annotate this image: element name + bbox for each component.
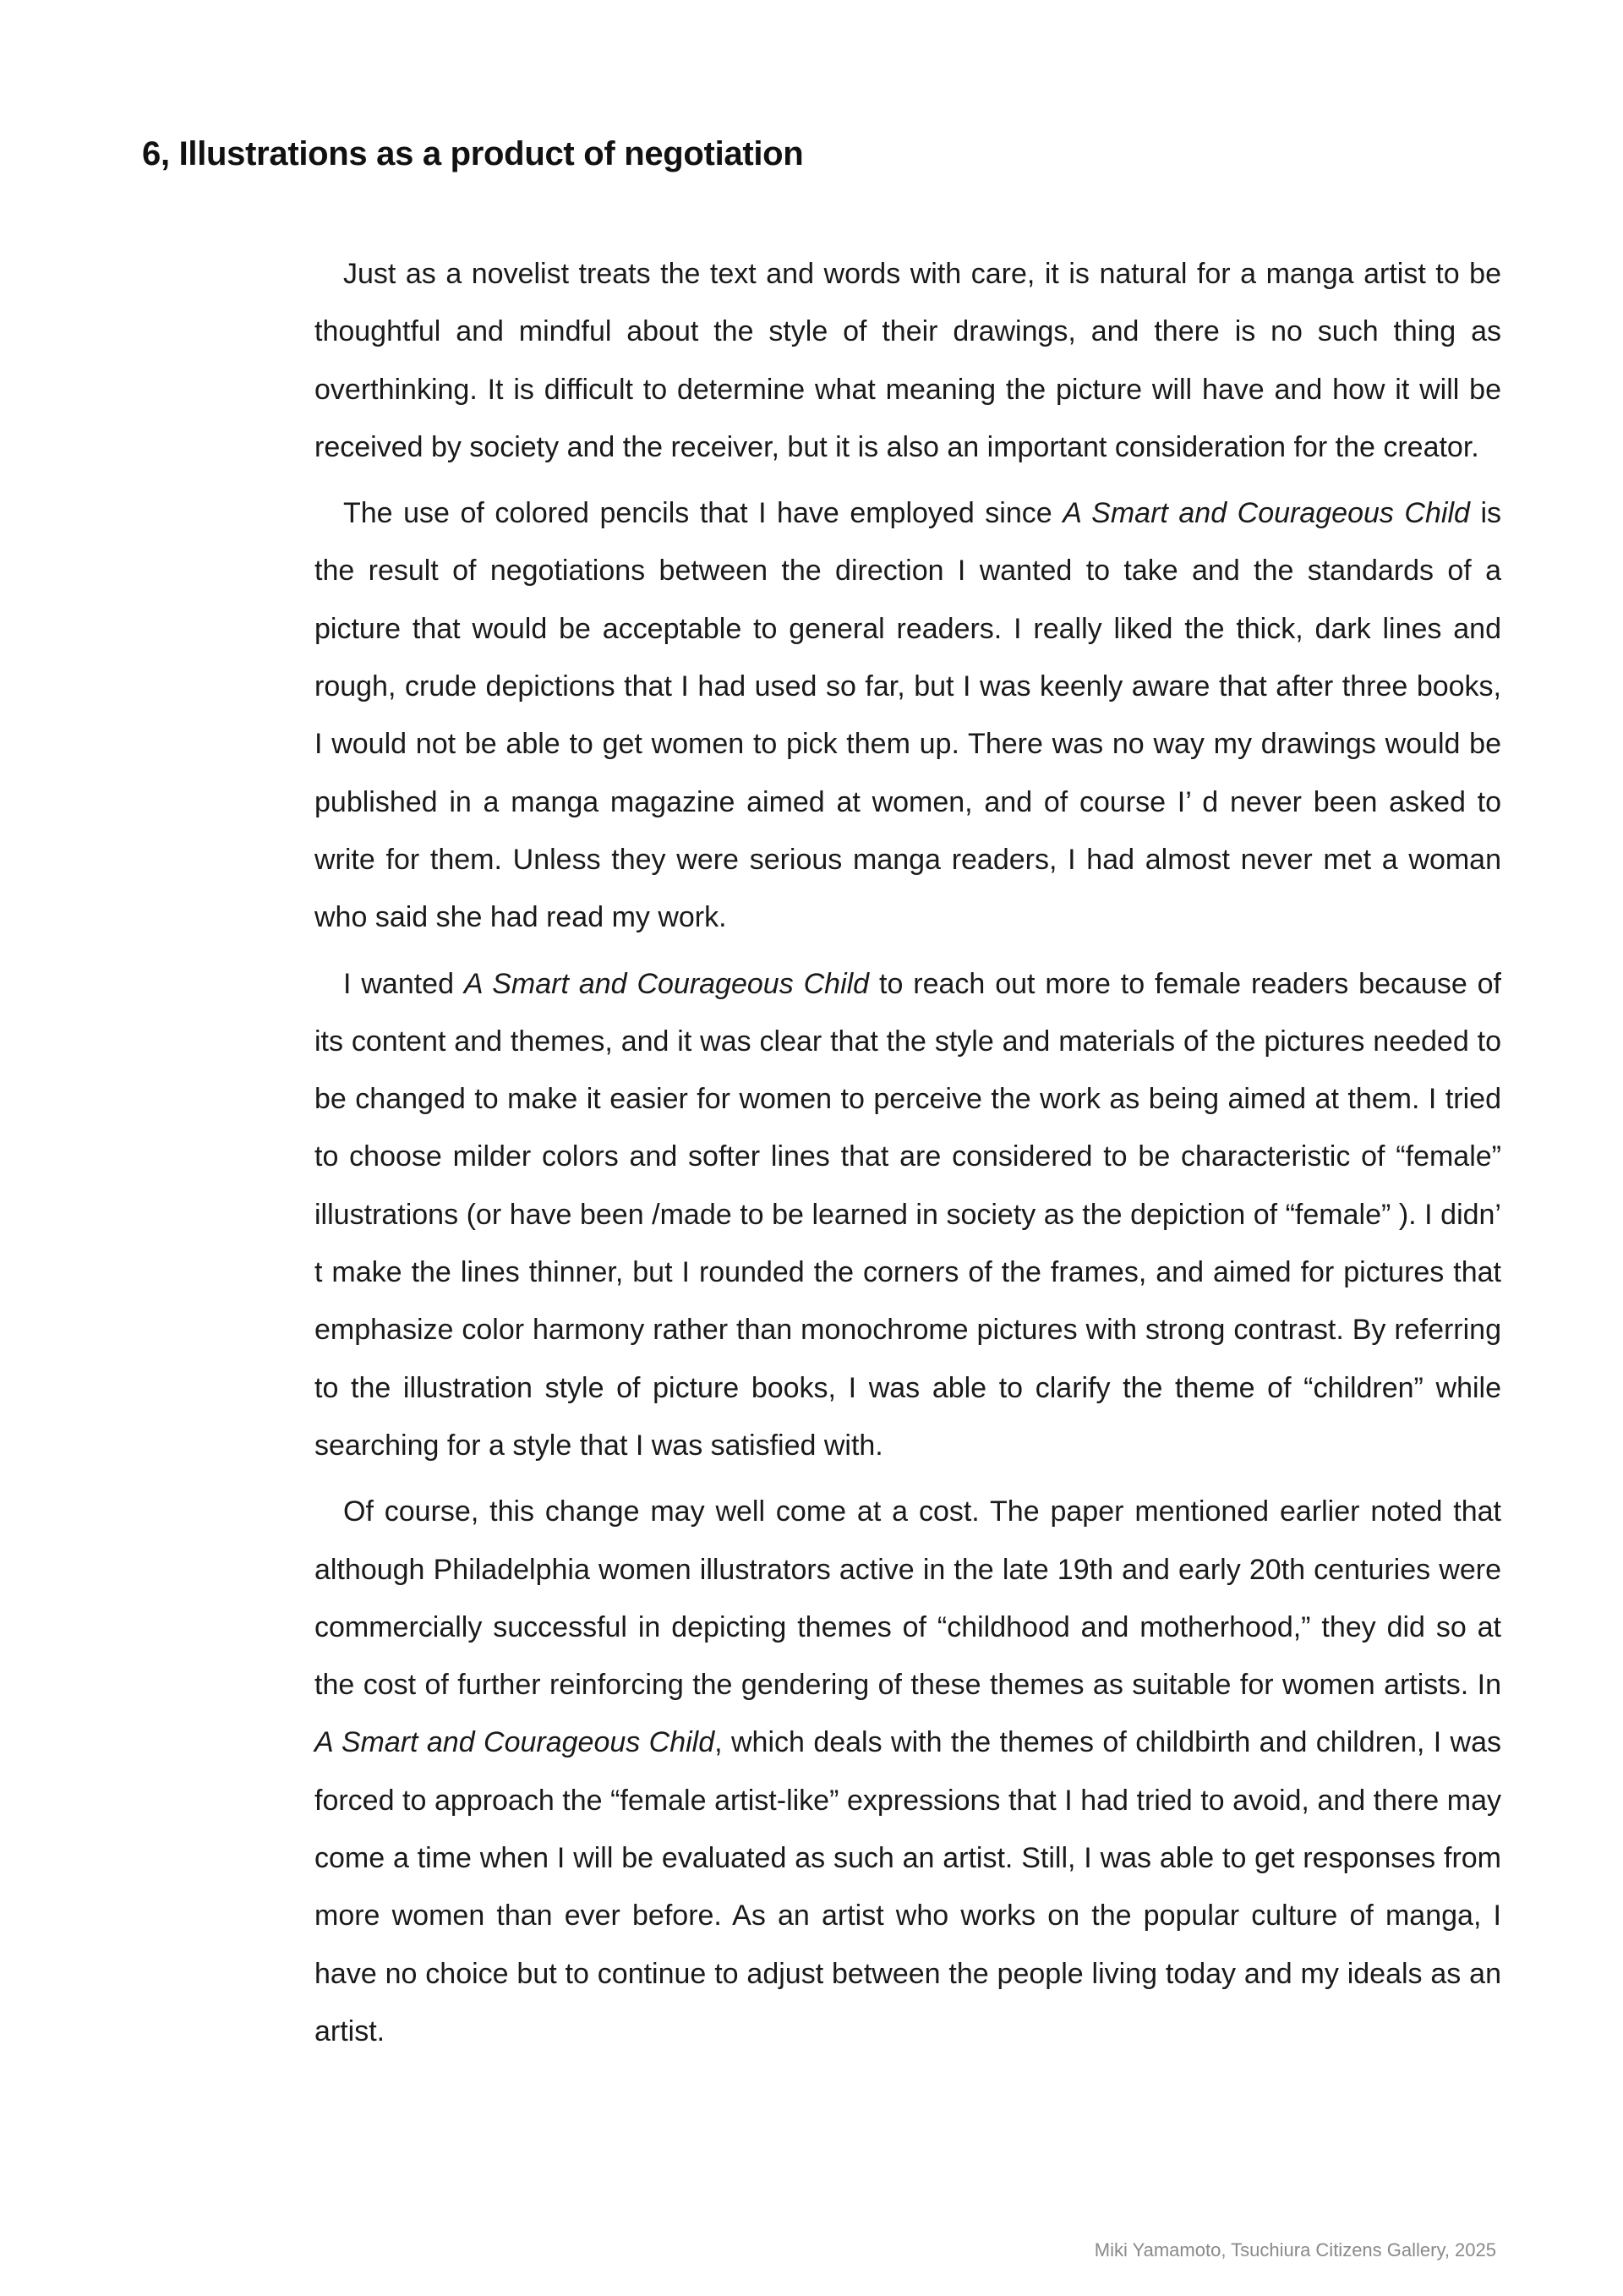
- paragraph-4-lead: Of course, this change may well come at a cost. The paper mentioned earlier noted that although Philadelphia women illustrators active in the late 19th and early 20th centuries were commercially successful in depicting themes of “childhood and motherhood,” they did so at the cost of further reinforcing the gendering of these themes as suitable for women artists. In: [314, 1495, 1501, 1702]
- paragraph-4: [314, 1483, 1501, 2060]
- body-text: [314, 245, 1501, 2069]
- footer-credit: Miki Yamamoto, Tsuchiura Citizens Gallery, 2025: [1094, 2239, 1496, 2260]
- paragraph-2-rest: is the result of negotiations between the direction I wanted to take and the standards of a picture that would be acceptable to general readers. I really liked the thick, dark lines and rough, crude depictions that I had used so far, but I was keenly aware that after three books, I would not be able to get women to pick them up. There was no way my drawings would be published in a manga magazine aimed at women, and of course I’ d never been asked to write for them. Unless they were serious manga readers, I had almost never met a woman who said she had read my work.: [314, 497, 1502, 934]
- paragraph-2: [314, 484, 1501, 946]
- book-title-italic: A Smart and Courageous Child: [1063, 497, 1470, 530]
- paragraph-2-lead: The use of colored pencils that I have employed since: [343, 497, 1063, 530]
- book-title-italic: A Smart and Courageous Child: [463, 967, 870, 1000]
- book-title-italic: A Smart and Courageous Child: [314, 1726, 715, 1759]
- section-heading: 6, Illustrations as a product of negotiation: [142, 135, 804, 172]
- paragraph-3-lead: I wanted: [343, 967, 464, 1000]
- paragraph-1: [314, 245, 1501, 476]
- paragraph-4-rest: , which deals with the themes of childbirth and children, I was forced to approach the “female artist-like” expressions that I had tried to avoid, and there may come a time when I will be evaluated as such an artist. Still, I was able to get responses from more women than ever before. As an artist who works on the popular culture of manga, I have no choice but to continue to adjust between the people living today and my ideals as an artist.: [314, 1726, 1502, 2047]
- paragraph-3: [314, 955, 1501, 1475]
- paragraph-1-text: Just as a novelist treats the text and words with care, it is natural for a manga artist to be thoughtful and mindful about the style of their drawings, and there is no such thing as overthinking. It is difficult to determine what meaning the picture will have and how it will be received by society and the receiver, but it is also an important consideration for the creator.: [314, 258, 1501, 463]
- paragraph-3-rest: to reach out more to female readers because of its content and themes, and it was clear that the style and materials of the pictures needed to be changed to make it easier for women to perceive the work as being aimed at them. I tried to choose milder colors and softer lines that are considered to be characteristic of “female” illustrations (or have been /made to be learned in society as the depiction of “female” ). I didn’ t make the lines thinner, but I rounded the corners of the frames, and aimed for pictures that emphasize color harmony rather than monochrome pictures with strong contrast. By referring to the illustration style of picture books, I was able to clarify the theme of “children” while searching for a style that I was satisfied with.: [314, 967, 1501, 1462]
